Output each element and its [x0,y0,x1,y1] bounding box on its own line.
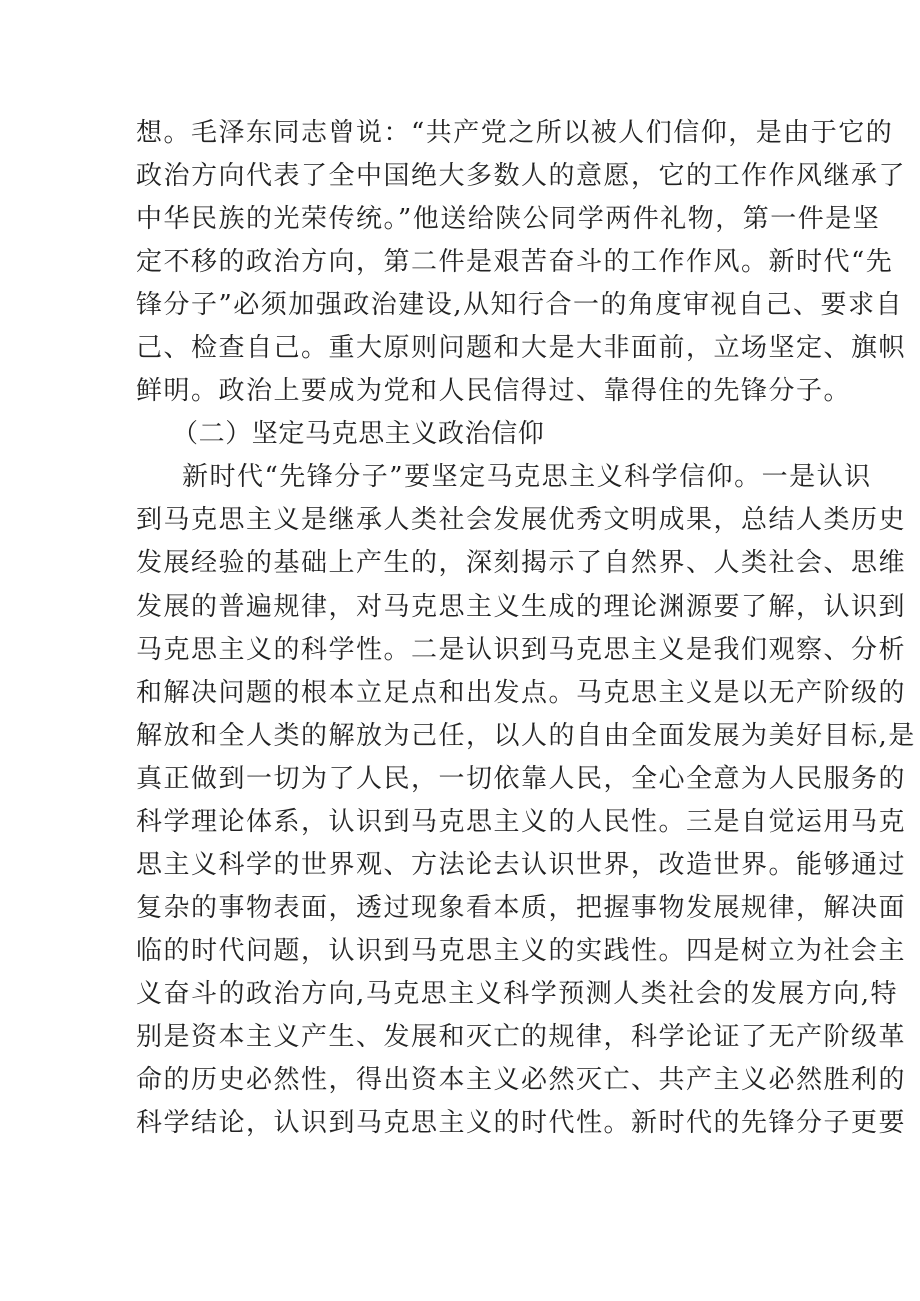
text-line: 中华民族的光荣传统。”他送给陕公同学两件礼物，第一件是坚 [136,204,881,235]
text-line: 科学理论体系，认识到马克思主义的人民性。三是自觉运用马克 [136,806,907,837]
text-line: 想。毛泽东同志曾说：“共产党之所以被人们信仰，是由于它的 [136,118,894,148]
text-line: 己、检查自己。重大原则问题和大是大非面前，立场坚定、旗帜 [136,333,907,364]
text-line: 命的历史必然性，得出资本主义必然灭亡、共产主义必然胜利的 [136,1065,907,1096]
body-text [136,112,916,1145]
text-line: 科学结论，认识到马克思主义的时代性。新时代的先锋分子更要 [136,1108,907,1139]
text-line: 解放和全人类的解放为己任，以人的自由全面发展为美好目标,是 [136,720,916,751]
text-line: 义奋斗的政治方向,马克思主义科学预测人类社会的发展方向,特 [136,978,899,1009]
text-line: 思主义科学的世界观、方法论去认识世界，改造世界。能够通过 [136,849,907,880]
text-line: 别是资本主义产生、发展和灭亡的规律，科学论证了无产阶级革 [136,1021,907,1052]
text-line: 发展的普遍规律，对马克思主义生成的理论渊源要了解，认识到 [136,591,907,622]
text-line: 和解决问题的根本立足点和出发点。马克思主义是以无产阶级的 [136,677,907,708]
text-line: 鲜明。政治上要成为党和人民信得过、靠得住的先锋分子。 [136,376,852,407]
text-line: 临的时代问题，认识到马克思主义的实践性。四是树立为社会主 [136,935,907,966]
text-line: 真正做到一切为了人民，一切依靠人民，全心全意为人民服务的 [136,763,907,794]
text-line: 马克思主义的科学性。二是认识到马克思主义是我们观察、分析 [136,634,907,665]
text-line: 发展经验的基础上产生的，深刻揭示了自然界、人类社会、思维 [136,548,907,579]
section-heading: （二）坚定马克思主义政治信仰 [172,419,545,450]
text-line: 锋分子”必须加强政治建设,从知行合一的角度审视自己、要求自 [136,290,904,321]
text-line: 复杂的事物表面，透过现象看本质，把握事物发展规律，解决面 [136,892,907,923]
paragraph-first-line: 新时代“先锋分子”要坚定马克思主义科学信仰。一是认识 [182,462,872,493]
text-line: 到马克思主义是继承人类社会发展优秀文明成果，总结人类历史 [136,505,907,536]
text-line: 定不移的政治方向，第二件是艰苦奋斗的工作作风。新时代“先 [136,247,894,278]
text-line: 政治方向代表了全中国绝大多数人的意愿，它的工作作风继承了 [136,161,907,192]
